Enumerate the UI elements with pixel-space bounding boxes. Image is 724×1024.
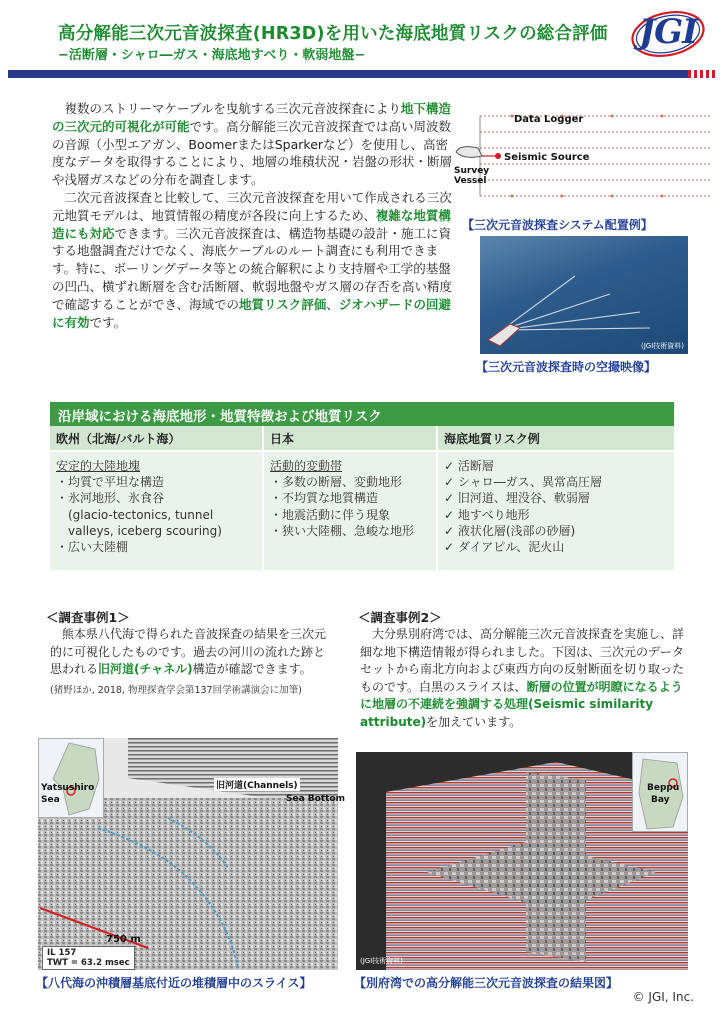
list-item: ✓ シャロ―ガス、異常高圧層	[444, 475, 602, 490]
case2-title: ＜調査事例2＞	[358, 610, 442, 625]
survey-vessel-label-1: Survey	[454, 166, 490, 176]
diagram-caption: 【三次元音波探査システム配置例】	[462, 218, 653, 232]
table-title: 沿岸域における海底地形・地質特徴および地質リスク	[50, 402, 674, 426]
page-subtitle: −活断層・シャロ―ガス・海底地すべり・軟弱地盤−	[58, 48, 366, 63]
list-item: ・広い大陸棚	[56, 540, 129, 555]
system-layout-diagram	[452, 100, 714, 212]
scale-label: 750 m	[106, 934, 141, 945]
col-europe: 欧州（北海/バルト海）	[50, 426, 264, 450]
channels-label: 旧河道(Channels)	[214, 778, 300, 791]
seismic-source-label: Seismic Source	[504, 152, 590, 163]
table-body-row	[50, 450, 674, 570]
jgi-logo	[628, 8, 708, 60]
intro-paragraph-1	[52, 100, 452, 189]
intro-p1-segment: 複数のストリーマケーブルを曳航する三次元音波探査により	[64, 101, 401, 116]
list-item: ・氷河地形、氷食谷	[56, 491, 165, 506]
intro-p2-segment: 、	[326, 296, 339, 312]
list-item: ・不均質な地質構造	[270, 491, 379, 506]
case2-text-b: を加えています。	[426, 714, 522, 729]
figure2-credit: (JGI技術資料)	[360, 957, 404, 965]
intro-p2-segment: 複雑な地質構造にも対応	[52, 207, 451, 241]
case2-text-em: 断層の位置が明瞭になるように地層の不連続を強調する処理(Seismic similarity attribute)	[360, 679, 683, 729]
list-item: ・狭い大陸棚、急峻な地形	[270, 523, 415, 538]
japan-heading: 活動的変動帯	[270, 459, 343, 473]
survey-vessel-label-2: Vessel	[454, 176, 487, 186]
case1-text-em: 旧河道(チャネル)	[98, 662, 193, 677]
list-item: ・地震活動に伴う現象	[270, 507, 391, 522]
yatsushiro-slice-figure	[38, 738, 346, 970]
europe-heading: 安定的大陸地塊	[56, 459, 141, 473]
case2-text-a: 大分県別府湾では、高分解能三次元音波探査を実施し、詳細な地下構造情報が得られました。下図は、三次元のデータセットから南北方向および東西方向の反射断面を切り取ったものです。白黒のスライスは、	[360, 627, 685, 694]
list-item: (glacio-tectonics, tunnel valleys, iceberg scouring)	[68, 507, 222, 538]
intro-p2-segment: 二次元音波探査と比較して、三次元音波探査を用いて作成される三次元地質モデルは、地質情報の精度が各段に向上するため、	[52, 189, 452, 223]
intro-p1-segment: です。高分解能三次元音波探査では高い周波数の音源（小型エアガン、BoomerまたはSparkerなど）を使用し、高密度なデータを取得することにより、地層の堆積状況・岩盤の形状・断層や浅層ガスなどの分布を調査します。	[52, 118, 453, 188]
aerial-credit: (JGI技術資料)	[640, 342, 684, 350]
list-item: ・均質で平坦な構造	[56, 475, 165, 490]
case1-title: ＜調査事例1＞	[46, 610, 130, 625]
twt-label: TWT = 63.2 msec	[47, 958, 130, 968]
list-item: ・多数の断層、変動地形	[270, 475, 403, 490]
copyright: © JGI, Inc.	[632, 990, 694, 1004]
figure1-caption: 【八代海の沖積層基底付近の堆積層中のスライス】	[36, 976, 312, 990]
beppu-label-2: Bay	[651, 795, 670, 805]
col-japan: 日本	[264, 426, 438, 450]
data-logger-label: Data Logger	[514, 114, 584, 125]
list-item: ✓ 旧河道、埋没谷、軟弱層	[444, 491, 590, 506]
slice-info-box	[42, 946, 135, 970]
case1-text-b: 構造が確認できます。	[192, 662, 312, 677]
table-header-row	[50, 426, 674, 450]
sea-bottom-label: Sea Bottom	[286, 794, 346, 804]
list-item: ✓ 地すべり地形	[444, 507, 530, 522]
beppu-map-inset	[632, 752, 688, 832]
cell-japan	[264, 452, 438, 570]
yatsushiro-label-1: Yatsushiro	[41, 783, 95, 793]
col-risks: 海底地質リスク例	[444, 432, 540, 446]
case1-reference: (猪野ほか, 2018, 物理探査学会第137回学術講演会に加筆)	[50, 685, 302, 696]
case1-text	[50, 626, 336, 679]
cell-europe	[50, 452, 264, 570]
logo-text: JGI	[638, 12, 698, 52]
il-label: IL 157	[47, 948, 77, 958]
geology-risk-table	[50, 402, 674, 570]
list-item: ✓ 液状化層(浅部の砂層)	[444, 523, 576, 538]
intro-p1-segment: 地下構造の三次元的可視化が可能	[52, 101, 451, 134]
intro-p2-segment: できます。三次元音波探査は、構造物基礎の設計・施工に資する地盤調査だけでなく、海底ケーブルのルート調査にも利用できます。特に、ボーリングデータ等との統合解釈により支持層や工学的基盤の凹凸、横ずれ断層を含む活断層、軟弱地盤やガス層の存否を高い精度で確認することができ、海域での	[52, 225, 453, 312]
intro-paragraph-2	[52, 189, 452, 331]
aerial-caption: 【三次元音波探査時の空撮映像】	[476, 360, 657, 374]
list-item: ✓ 活断層	[444, 459, 494, 473]
intro-p2-segment: です。	[89, 314, 127, 330]
intro-p2-segment: ジオハザードの回避に有効	[52, 296, 452, 330]
cell-risks	[438, 452, 674, 570]
intro-text	[52, 100, 452, 331]
beppu-3d-figure	[356, 752, 688, 970]
yatsushiro-map-inset	[38, 738, 104, 818]
list-item: ✓ ダイアピル、泥火山	[444, 540, 565, 555]
aerial-photo	[480, 236, 688, 354]
figure2-caption: 【別府湾での高分解能三次元音波探査の結果図】	[354, 976, 619, 990]
intro-p2-segment: 地質リスク評価	[239, 296, 327, 312]
case1-text-a: 熊本県八代海で得られた音波探査の結果を三次元的に可視化したものです。過去の河川の流れた跡と思われる	[50, 627, 327, 677]
beppu-label-1: Beppu	[647, 783, 680, 793]
case2-text	[360, 626, 690, 732]
header-divider	[8, 70, 716, 78]
page-title: 高分解能三次元音波探査(HR3D)を用いた海底地質リスクの総合評価	[58, 24, 608, 44]
yatsushiro-label-2: Sea	[41, 795, 60, 805]
